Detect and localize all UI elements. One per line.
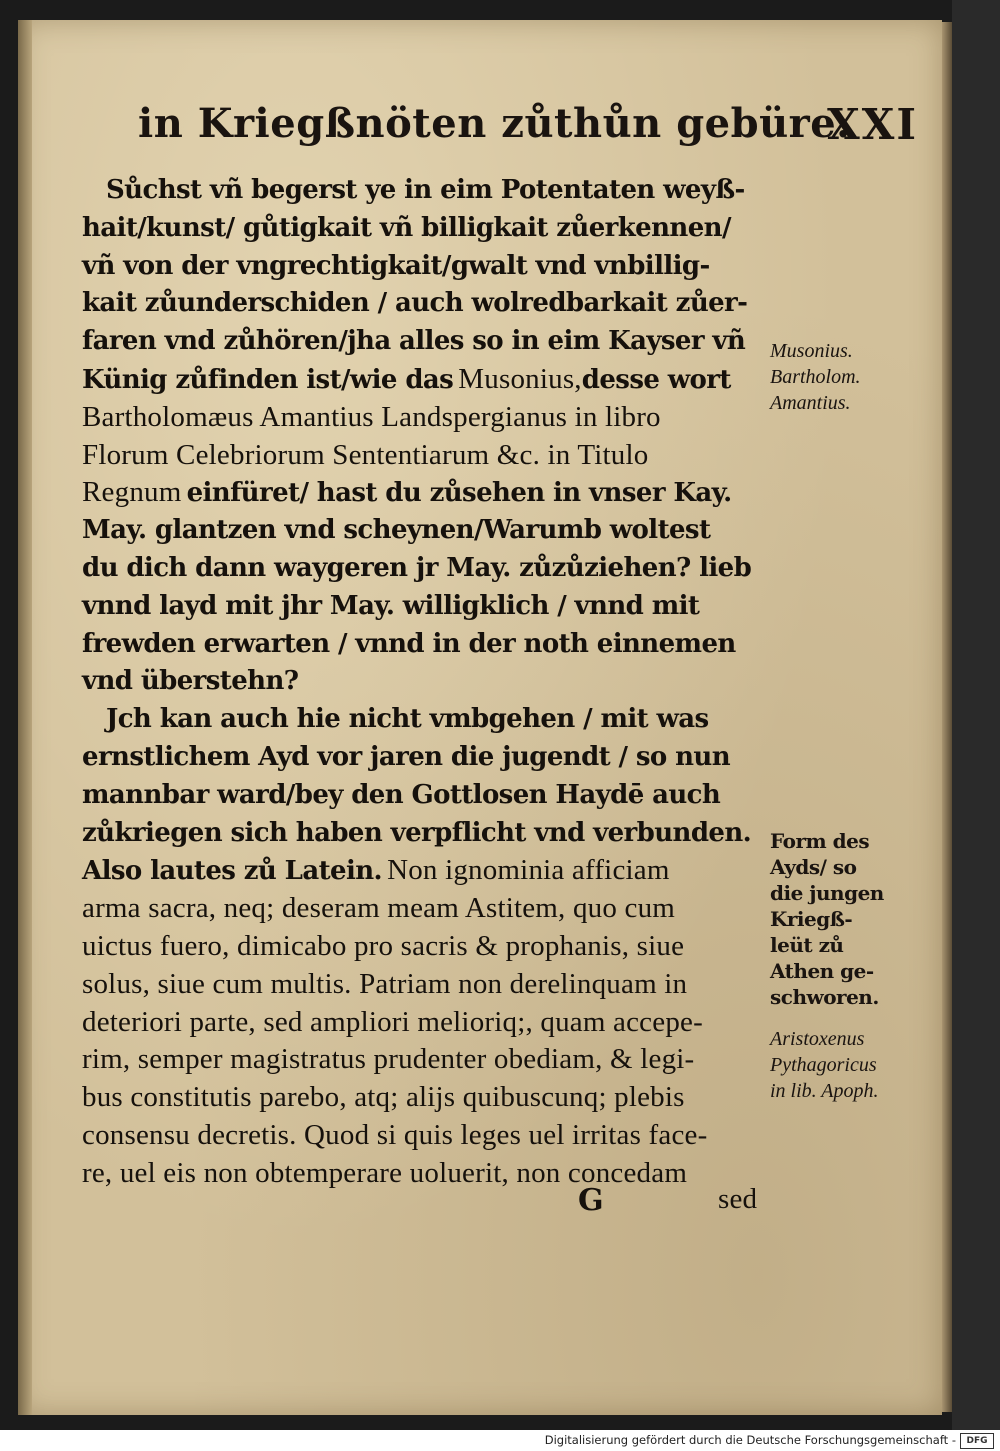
margin-line: schworen. [770, 985, 879, 1009]
text-fraktur: Künig zůfinden ist/wie das [82, 364, 454, 395]
text-line: consensu decretis. Quod si quis leges uel irritas face- [82, 1118, 708, 1151]
margin-note-oath [770, 828, 920, 1010]
page-gutter [18, 20, 32, 1415]
text-line: solus, siue cum multis. Patriam non derelinquam in [82, 967, 688, 1000]
margin-line: Aristoxenus [770, 1028, 865, 1050]
right-board [952, 0, 1000, 1430]
margin-line: Amantius. [770, 392, 851, 414]
footer-bar [0, 1430, 1000, 1451]
text-line [82, 852, 782, 890]
text-fraktur: einfüret/ hast du zůsehen in vnser Kay. [186, 478, 732, 509]
text-antiqua: Musonius, [458, 362, 582, 395]
margin-line: Musonius. [770, 340, 853, 362]
text-line: ernstlichem Ayd vor jaren die jugendt / so nun [82, 741, 731, 772]
margin-line: Athen ge- [770, 959, 874, 983]
folio-number: XXI [827, 100, 918, 149]
text-fraktur: desse wort [581, 364, 731, 395]
text-line: faren vnd zůhören/jha alles so in eim Kayser vñ [82, 326, 746, 357]
text-line: uictus fuero, dimicabo pro sacris & prophanis, siue [82, 929, 685, 962]
funding-credit: Digitalisierung gefördert durch die Deutsche Forschungsgemeinschaft - [544, 1433, 956, 1447]
text-line: bus constitutis parebo, atq; alijs quibuscunq; plebis [82, 1081, 685, 1114]
main-text [82, 172, 782, 1193]
text-line: arma sacra, neq; deseram meam Astitem, quo cum [82, 892, 676, 925]
book-page [18, 20, 942, 1415]
margin-line: Kriegß- [770, 907, 853, 931]
text-line: rim, semper magistratus prudenter obediam, & legi- [82, 1043, 695, 1076]
text-line: frewden erwarten / vnnd in der noth einnemen [82, 628, 736, 659]
margin-note-musonius [770, 338, 920, 416]
margin-line: in lib. Apoph. [770, 1080, 879, 1102]
text-antiqua: Regnum [82, 476, 182, 509]
text-line [82, 361, 782, 399]
text-antiqua: Non ignominia afficiam [387, 854, 670, 887]
text-line: du dich dann waygeren jr May. zůzůziehen? lieb [82, 552, 752, 583]
text-line [82, 474, 782, 512]
text-line: re, uel eis non obtemperare uoluerit, non concedam [82, 1156, 688, 1189]
text-line: vnd überstehn? [82, 666, 299, 697]
text-line: Florum Celebriorum Sententiarum &c. in Titulo [82, 438, 649, 471]
running-head: in Kriegßnöten zůthůn gebüre. [138, 100, 851, 147]
page-header [138, 100, 918, 170]
text-line: vnnd layd mit jhr May. willigklich / vnnd mit [82, 590, 700, 621]
margin-line: Ayds/ so [770, 855, 857, 879]
margin-line: Bartholom. [770, 366, 861, 388]
text-line: mannbar ward/bey den Gottlosen Haydē auch [82, 779, 721, 810]
text-line: deteriori parte, sed ampliori melioriq;, quam accepe- [82, 1005, 703, 1038]
text-line: vñ von der vngrechtigkait/gwalt vnd vnbillig- [82, 250, 710, 281]
margin-note-aristoxenus [770, 1026, 920, 1104]
page-edge [942, 22, 952, 1412]
margin-line: leüt zů [770, 933, 844, 957]
signature-mark: G [578, 1183, 604, 1218]
text-line: Jch kan auch hie nicht vmbgehen / mit was [106, 704, 709, 735]
text-fraktur: Also lautes zů Latein. [82, 856, 382, 887]
text-line: zůkriegen sich haben verpflicht vnd verbunden. [82, 817, 752, 848]
text-line: kait zůunderschiden / auch wolredbarkait zůer- [82, 288, 748, 319]
margin-line: die jungen [770, 881, 884, 905]
text-line: May. glantzen vnd scheynen/Warumb woltest [82, 515, 711, 546]
catchword: sed [718, 1183, 758, 1215]
text-line: hait/kunst/ gůtigkait vñ billigkait zůerkennen/ [82, 212, 731, 243]
margin-line: Pythagoricus [770, 1054, 877, 1076]
margin-line: Form des [770, 829, 870, 853]
text-line: Bartholomæus Amantius Landspergianus in libro [82, 400, 661, 433]
text-line: Sůchst vñ begerst ye in eim Potentaten weyß- [106, 175, 745, 205]
dfg-logo: DFG [960, 1433, 994, 1449]
